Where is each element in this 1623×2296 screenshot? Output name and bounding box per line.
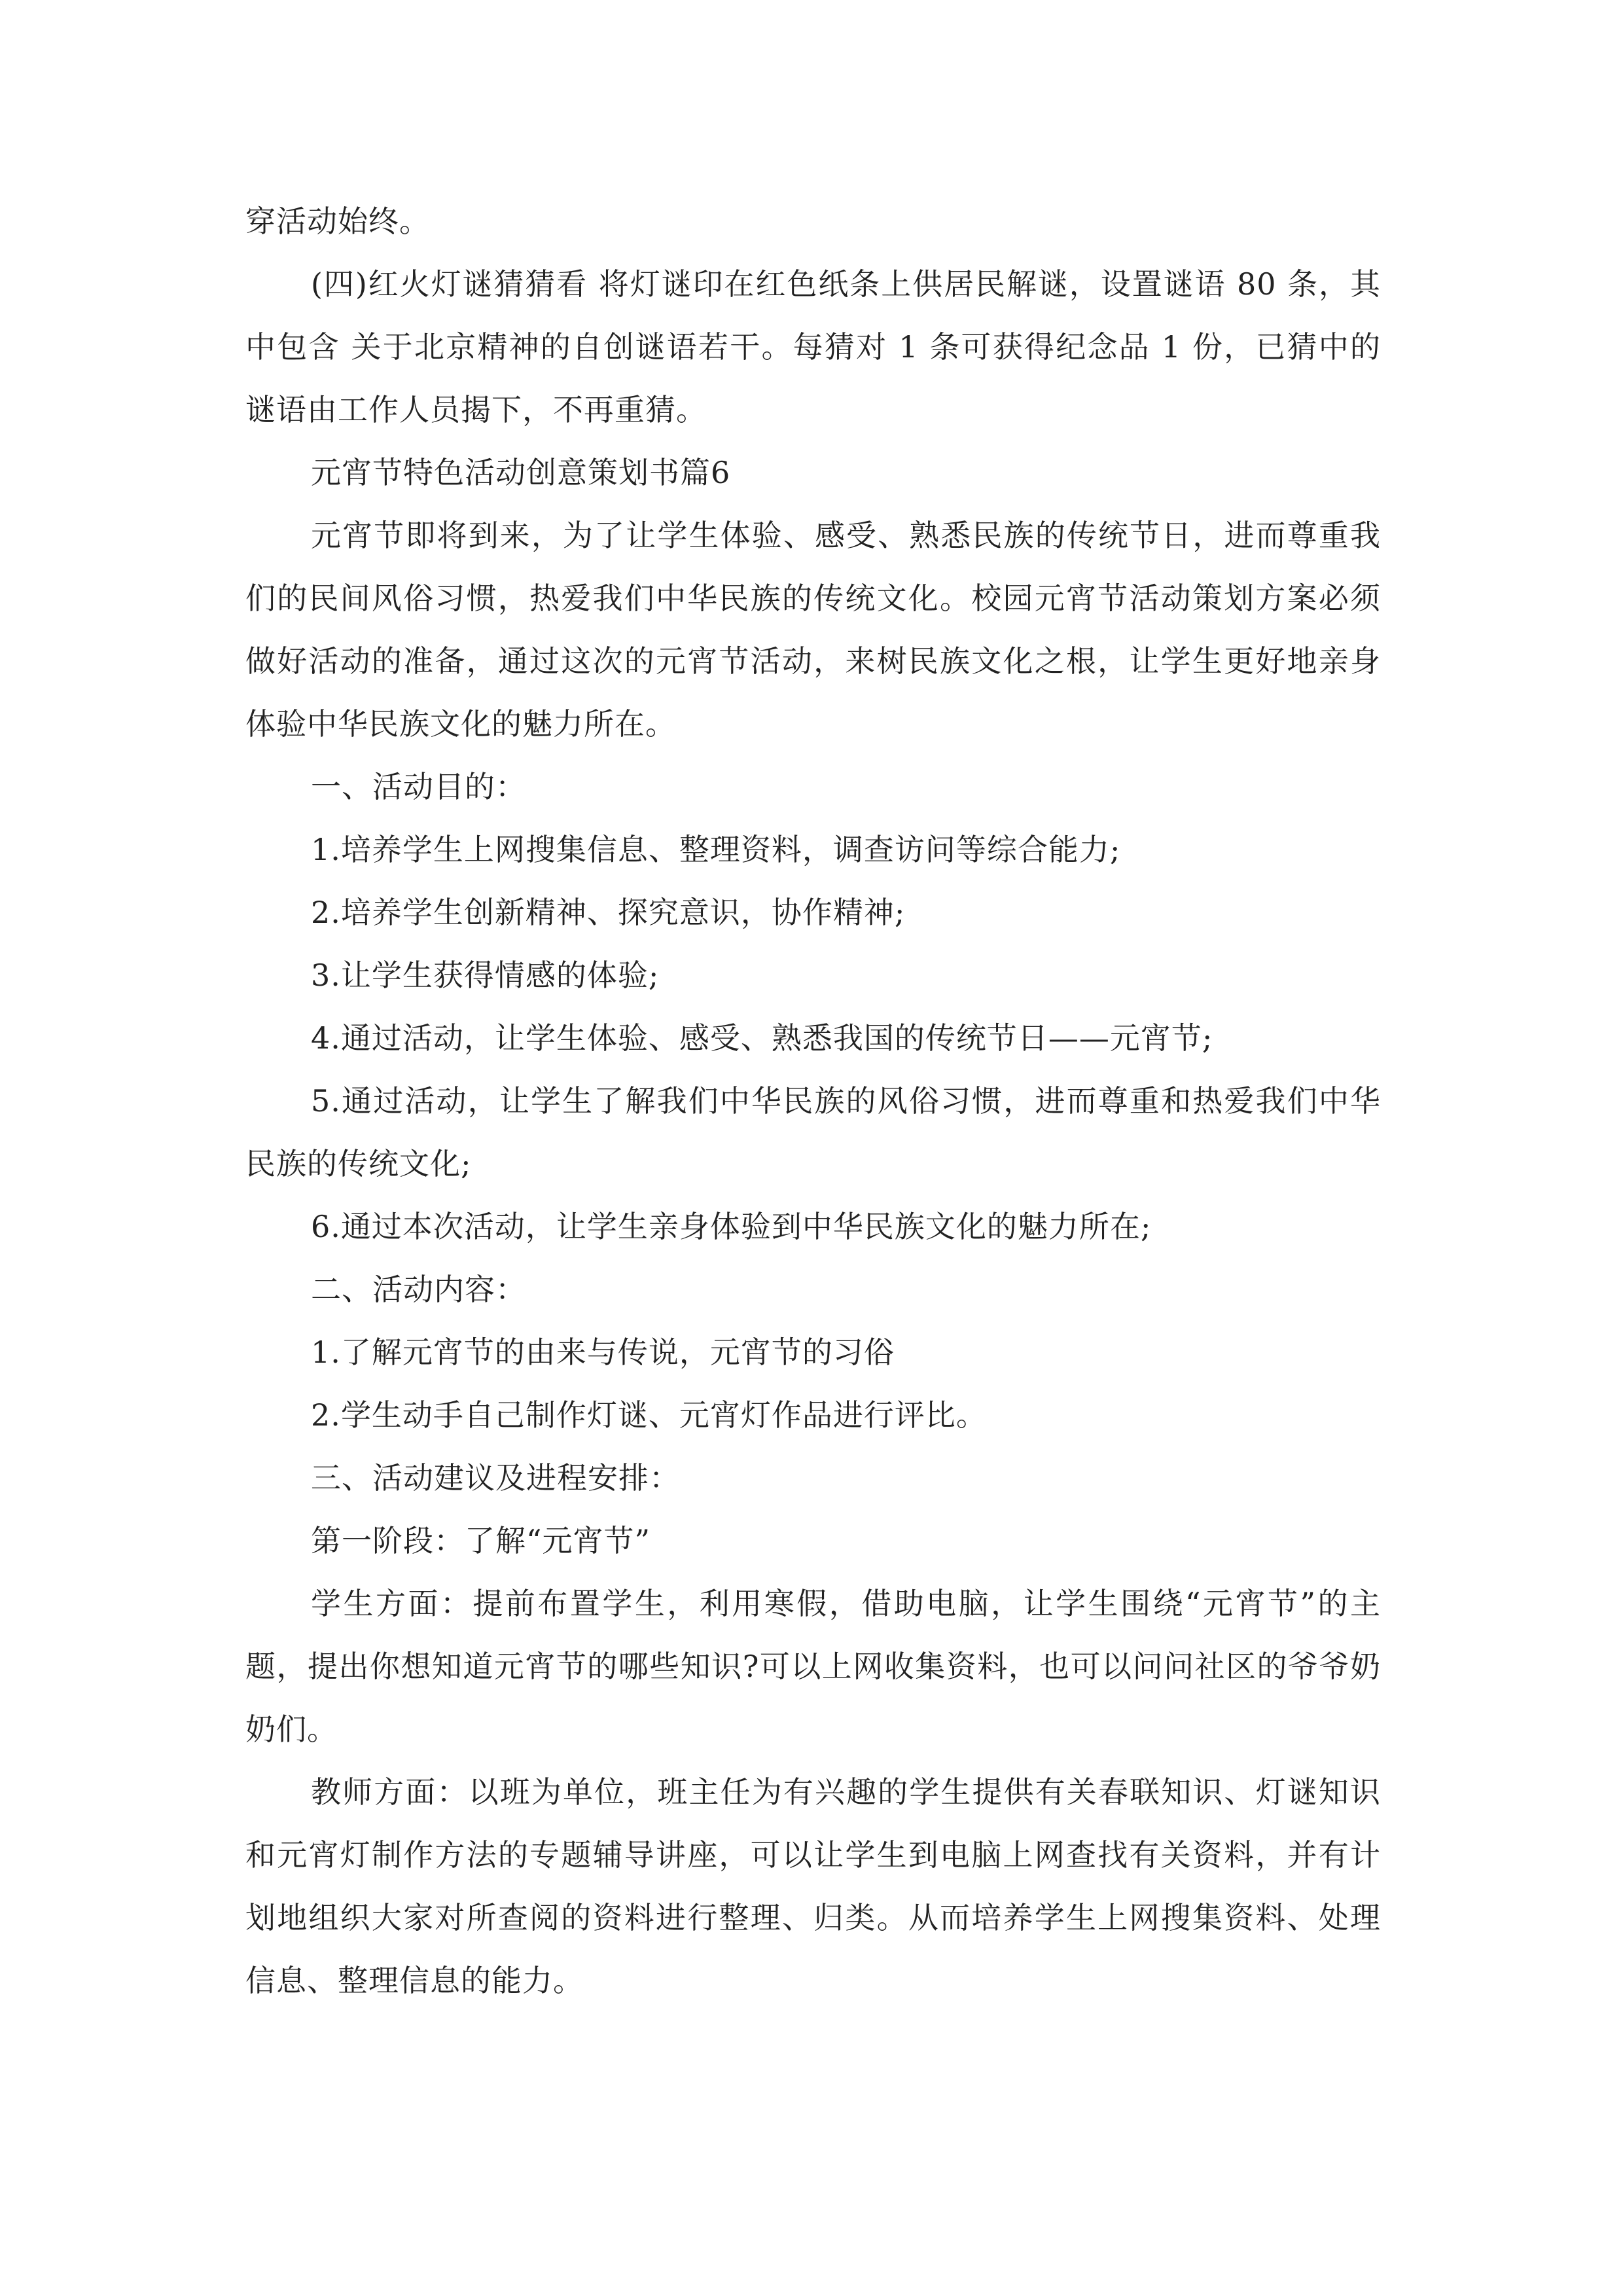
section-heading: 一、活动目的：: [311, 769, 526, 804]
section-heading: 元宵节特色活动创意策划书篇6: [311, 455, 731, 490]
list-item: 2.培养学生创新精神、探究意识，协作精神;: [311, 895, 906, 930]
list-item: 2.学生动手自己制作灯谜、元宵灯作品进行评比。: [311, 1397, 987, 1433]
list-item: 1.了解元宵节的由来与传说，元宵节的习俗: [311, 1335, 895, 1370]
list-item: 1.培养学生上网搜集信息、整理资料，调查访问等综合能力;: [311, 832, 1121, 867]
paragraph: (四)红火灯谜猜猜看 将灯谜印在红色纸条上供居民解谜，设置谜语 80 条，其中包含 关于北京精神的自创谜语若干。每猜对 1 条可获得纪念品 1 份，已猜中的谜语由工作人员揭下，不再重猜。: [245, 266, 1381, 427]
section-heading: 三、活动建议及进程安排：: [311, 1460, 680, 1496]
paragraph: 教师方面：以班为单位，班主任为有兴趣的学生提供有关春联知识、灯谜知识和元宵灯制作方法的专题辅导讲座，可以让学生到电脑上网查找有关资料，并有计划地组织大家对所查阅的资料进行整理、归类。从而培养学生上网搜集资料、处理信息、整理信息的能力。: [245, 1774, 1381, 1998]
paragraph: 元宵节即将到来，为了让学生体验、感受、熟悉民族的传统节日，进而尊重我们的民间风俗习惯，热爱我们中华民族的传统文化。校园元宵节活动策划方案必须做好活动的准备，通过这次的元宵节活动，来树民族文化之根，让学生更好地亲身体验中华民族文化的魅力所在。: [245, 518, 1381, 742]
paragraph: 学生方面：提前布置学生，利用寒假，借助电脑，让学生围绕“元宵节”的主题，提出你想知道元宵节的哪些知识?可以上网收集资料，也可以问问社区的爷爷奶奶们。: [245, 1586, 1381, 1747]
section-heading: 二、活动内容：: [311, 1272, 526, 1307]
list-item: 4.通过活动，让学生体验、感受、熟悉我国的传统节日——元宵节;: [311, 1020, 1213, 1056]
document-body: [245, 190, 1381, 2012]
list-item: 6.通过本次活动，让学生亲身体验到中华民族文化的魅力所在;: [311, 1209, 1152, 1244]
list-item: 3.让学生获得情感的体验;: [311, 958, 660, 993]
paragraph: 穿活动始终。: [245, 204, 430, 239]
list-item: 5.通过活动，让学生了解我们中华民族的风俗习惯，进而尊重和热爱我们中华民族的传统文化;: [245, 1083, 1381, 1181]
subsection-heading: 第一阶段：了解“元宵节”: [311, 1523, 651, 1558]
